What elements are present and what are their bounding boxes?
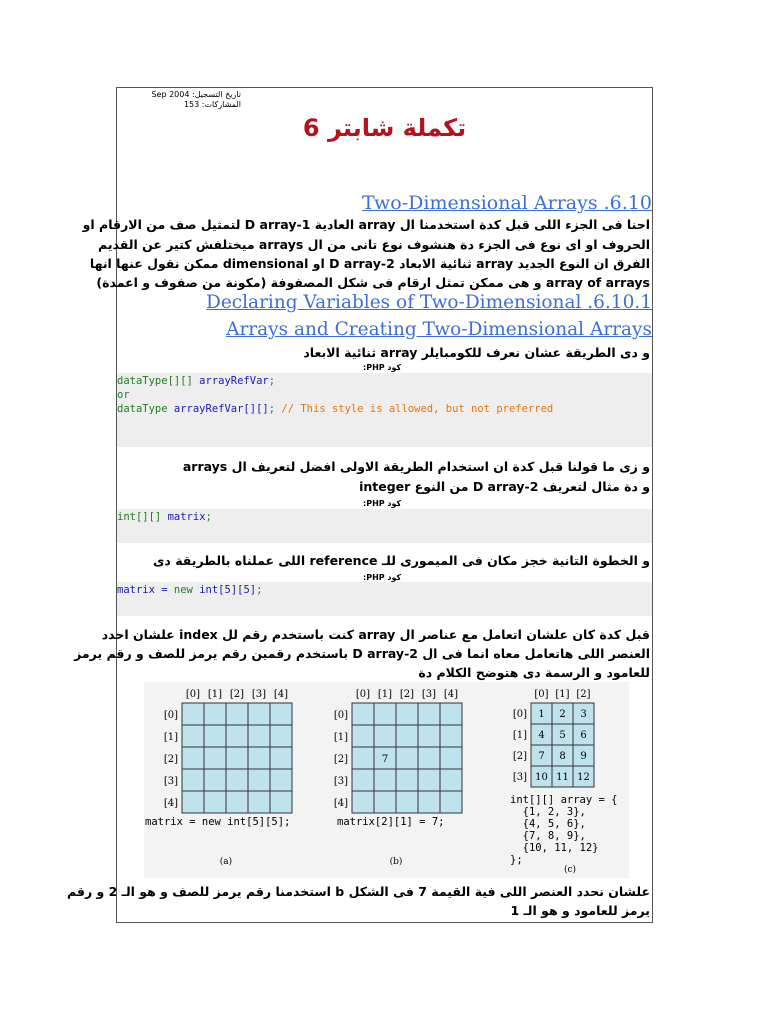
cell-value: 2 [559, 709, 566, 720]
post-title: تكملة شابتر 6 [302, 114, 467, 142]
code-token: arrayRefVar [192, 375, 269, 387]
code-c-line: {10, 11, 12} [510, 842, 599, 854]
code-comment: // This style is allowed, but not preferred [281, 403, 554, 415]
col-label: [2] [399, 689, 415, 700]
code-token: dataType [117, 403, 168, 415]
section1-line-1: احنا فى الجزء اللى قبل كدة استخدمنا ال array العادية 1-D array لتمثيل صف من الارقام او [82, 217, 650, 232]
code-token: = [154, 584, 174, 596]
code2-line1 [117, 510, 212, 524]
para4-line-2: العنصر اللى هاتعامل معاه انما فى ال 2-D array باستخدم رقمين رقم يرمز للصف و رقم يرمز [74, 646, 650, 661]
code1-line2: or [117, 389, 130, 401]
cell-value: 8 [559, 751, 566, 762]
para3-line: و الخطوة التانية خجز مكان فى الميمورى للـ reference اللى عملناه بالطريقة دى [152, 553, 650, 568]
cell-value: 5 [559, 730, 566, 741]
post-meta [121, 90, 241, 110]
code-token: arrayRefVar[][] [167, 403, 269, 415]
array-figure [144, 682, 629, 878]
section-heading-6-10[interactable]: Two-Dimensional Arrays .6.10 [362, 192, 652, 214]
code1-line1 [117, 374, 275, 388]
col-label: [1] [555, 689, 570, 700]
array-diagram [144, 682, 629, 878]
grid-c [513, 689, 594, 787]
cell-value: 10 [535, 772, 548, 783]
section1-line-2: الحروف او اى نوع فى الجزء دة هنشوف نوع تانى من ال arrays ميختلفش كتير عن القديم [98, 237, 650, 252]
post-frame [66, 87, 653, 923]
col-label: [1] [207, 689, 223, 700]
code-label: كود PHP: [363, 499, 402, 508]
registration-date: تاريخ التسجيل: Sep 2004 [151, 90, 241, 99]
col-label: [0] [355, 689, 371, 700]
col-label: [3] [251, 689, 267, 700]
cell-value: 11 [556, 772, 569, 783]
grid-b [334, 689, 462, 813]
cell-value: 12 [577, 772, 590, 783]
row-label: [1] [163, 732, 178, 743]
row-label: [0] [163, 710, 178, 721]
cell-value: 7 [538, 751, 545, 762]
code-c-line: int[][] array = { [510, 794, 618, 806]
row-label: [2] [163, 754, 178, 765]
section-heading-6-10-1-line1[interactable]: Declaring Variables of Two-Dimensional .6.10.1 [206, 292, 652, 313]
cell-value: 9 [580, 751, 587, 762]
caption-b: (b) [389, 857, 403, 867]
row-label: [4] [163, 798, 178, 809]
code-token: matrix [161, 511, 206, 523]
code-label: كود PHP: [363, 573, 402, 582]
col-label: [3] [421, 689, 437, 700]
col-label: [1] [377, 689, 393, 700]
para2-line-2: و دة مثال لتعريف 2-D array من النوع integer [359, 479, 650, 494]
row-label: [1] [512, 730, 527, 741]
col-label: [4] [273, 689, 289, 700]
row-label: [0] [512, 709, 527, 720]
para4-line-3: للعامود و الرسمة دى هتوضح الكلام دة [418, 665, 650, 680]
row-label: [4] [333, 798, 348, 809]
code-token: ; [268, 375, 276, 387]
code-c-line: {1, 2, 3}, [510, 806, 586, 818]
row-label: [3] [512, 772, 527, 783]
code-label: كود PHP: [363, 363, 402, 372]
post-count: المشاركات: 153 [183, 100, 241, 109]
para2-line-1: و زى ما قولنا قبل كدة ان استخدام الطريقة الاولى افضل لتعريف ال arrays [182, 459, 650, 474]
code-token: ; [256, 584, 263, 596]
code-c-line: }; [510, 854, 523, 866]
code1-line3 [117, 402, 553, 416]
grid-a-cells [182, 703, 292, 813]
code-token: ; [268, 403, 282, 415]
row-label: [2] [512, 751, 527, 762]
code-c-line: {7, 8, 9}, [510, 830, 586, 842]
caption-c: (c) [563, 865, 577, 875]
col-label: [2] [229, 689, 245, 700]
col-label: [2] [576, 689, 591, 700]
para4-line-1: قبل كدة كان علشان اتعامل مع عناصر ال array كنت باستخدم رقم لل index علشان احدد [101, 627, 650, 642]
code-token: int[][] [117, 511, 162, 523]
cell-value-7: 7 [381, 754, 389, 765]
code-token: matrix [117, 584, 155, 596]
code-token: int [192, 584, 219, 596]
code-token: [5][5] [218, 584, 257, 596]
code-token: new [173, 584, 193, 596]
row-label: [3] [333, 776, 348, 787]
code3-line1 [117, 583, 262, 597]
code-b: matrix[2][1] = 7; [337, 816, 445, 828]
code-c-line: {4, 5, 6}, [510, 818, 586, 830]
code-token: ; [205, 511, 212, 523]
caption-a: (a) [219, 857, 233, 867]
section1-line-3: الفرق ان النوع الجديد array ثنائية الابعاد 2-D array او dimensional ممكن نقول عنها انها [89, 256, 650, 271]
section2-intro: و دى الطريقة عشان نعرف للكومبايلر array ثنائية الابعاد [303, 345, 650, 360]
section1-line-4: array of arrays و هى ممكن تمثل ارقام فى شكل المصفوفة (مكونة من صفوف و اعمدة) [96, 275, 650, 290]
col-label: [0] [534, 689, 549, 700]
col-label: [0] [185, 689, 201, 700]
col-label: [4] [443, 689, 459, 700]
row-label: [1] [333, 732, 348, 743]
para5-line-1: علشان نحدد العنصر اللى فية القيمة 7 فى الشكل b استخدمنا رقم يرمز للصف و هو الـ 2 و رقم [66, 884, 650, 899]
row-label: [2] [333, 754, 348, 765]
row-label: [3] [163, 776, 178, 787]
section-heading-6-10-1-line2[interactable]: Arrays and Creating Two-Dimensional Arrays [226, 319, 652, 340]
row-label: [0] [333, 710, 348, 721]
para5-line-2: يرمز للعامود و هو الـ 1 [510, 903, 650, 918]
code-token: dataType[][] [117, 375, 193, 387]
cell-value: 3 [580, 709, 587, 720]
cell-value: 4 [538, 730, 545, 741]
cell-value: 6 [580, 730, 587, 741]
cell-value: 1 [538, 709, 545, 720]
grid-b-cells [352, 703, 462, 813]
code-a: matrix = new int[5][5]; [145, 816, 291, 828]
grid-a [164, 689, 292, 813]
